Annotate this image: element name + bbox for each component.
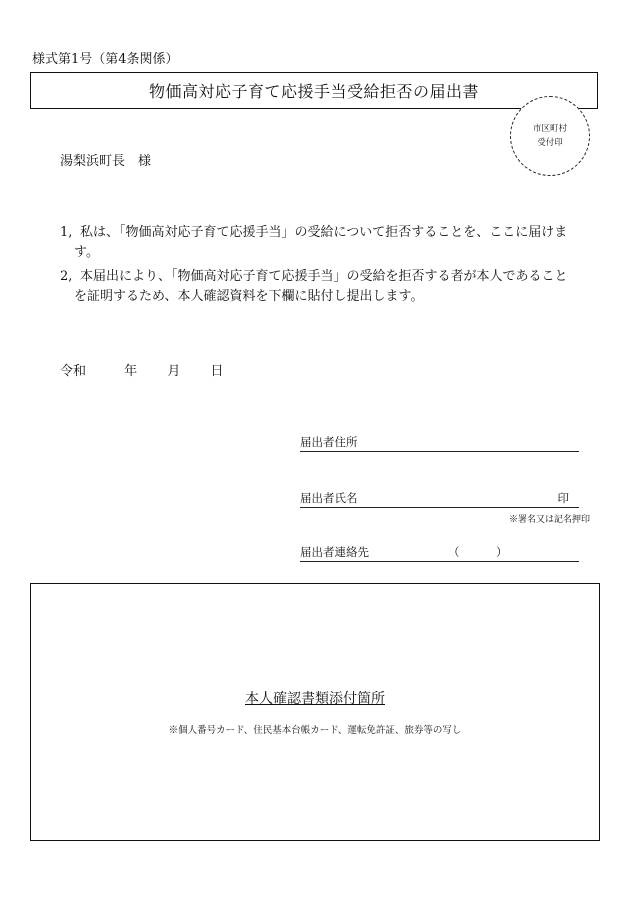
date-day: 日 xyxy=(210,364,224,379)
paragraph-1-number: 1, xyxy=(60,225,73,240)
contact-paren-open: （ xyxy=(448,545,460,559)
applicant-name-field[interactable] xyxy=(300,490,579,508)
attachment-note: ※個人番号カード、住民基本台帳カード、運転免許証、旅券等の写し xyxy=(168,725,462,736)
paragraph-2-text: 本届出により、「物価高対応子育て応援手当」の受給を拒否する者が本人であることを証明するため、本人確認資料を下欄に貼付し提出します。 xyxy=(74,269,568,304)
applicant-address-label: 届出者住所 xyxy=(300,435,358,449)
date-year: 年 xyxy=(124,364,138,379)
date-month: 月 xyxy=(167,364,181,379)
seal-note: ※署名又は記名押印 xyxy=(508,515,590,525)
seal-mark: 印 xyxy=(557,491,569,505)
document-title-box xyxy=(30,72,598,109)
attachment-title-row xyxy=(31,688,599,708)
attachment-title: 本人確認書類添付箇所 xyxy=(245,691,385,707)
contact-paren-close: ） xyxy=(496,545,508,559)
date-line xyxy=(60,360,249,379)
applicant-address-field[interactable] xyxy=(300,434,579,452)
applicant-contact-label: 届出者連絡先 xyxy=(300,545,369,559)
stamp-line-1: 市区町村 xyxy=(532,124,567,134)
paragraph-1 xyxy=(60,223,580,263)
stamp-line-2: 受付印 xyxy=(537,138,563,148)
date-era: 令和 xyxy=(60,364,87,379)
reception-stamp-circle xyxy=(510,96,590,176)
paragraph-2 xyxy=(60,267,580,307)
addressee: 湯梨浜町長 様 xyxy=(60,154,152,169)
form-number: 様式第1号（第4条関係） xyxy=(32,52,179,67)
paragraph-1-text: 私は、「物価高対応子育て応援手当」の受給について拒否することを、ここに届けます。 xyxy=(74,225,568,260)
id-document-attachment-area[interactable] xyxy=(30,583,600,841)
document-title: 物価高対応子育て応援手当受給拒否の届出書 xyxy=(148,82,479,101)
paragraph-2-number: 2, xyxy=(60,269,73,284)
applicant-contact-field[interactable] xyxy=(300,544,579,562)
applicant-name-label: 届出者氏名 xyxy=(300,491,358,505)
